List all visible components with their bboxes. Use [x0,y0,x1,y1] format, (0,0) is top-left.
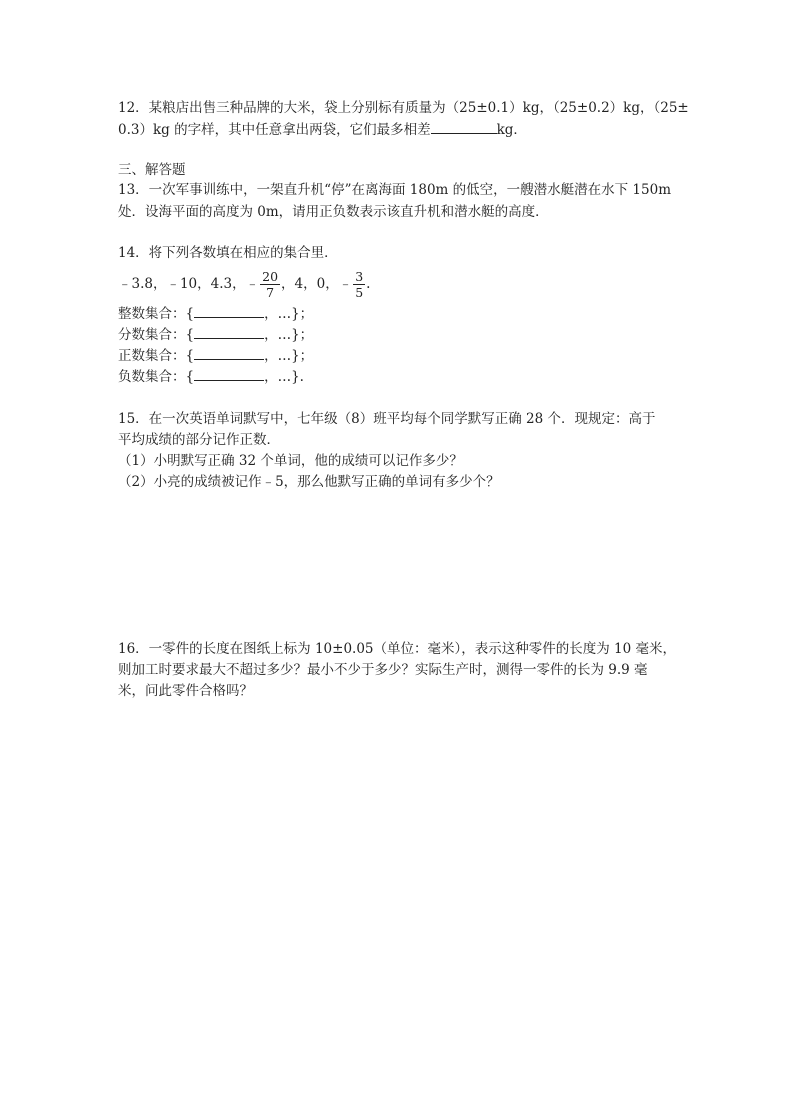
q12-line-2-text: 0.3）kg 的字样，其中任意拿出两袋，它们最多相差 [118,122,431,138]
fraction-3-5 [353,269,365,300]
q14-intro: 14．将下列各数填在相应的集合里． [118,245,338,261]
set-label: 整数集合：{ [118,306,195,322]
q14-numbers-b: ，4，0，﹣ [281,276,353,292]
set-tail: ，…}； [264,327,314,343]
fraction-numerator: 3 [355,269,364,284]
set-tail: ，…}. [264,369,304,385]
q12-line-1: 12．某粮店出售三种品牌的大米，袋上分别标有质量为（25±0.1）kg，（25±0.2）kg，（25± [118,100,689,116]
q16-line-1: 16．一零件的长度在图纸上标为 10±0.05（单位：毫米），表示这种零件的长度为 10 毫米， [118,641,677,657]
set-tail: ，…}； [264,306,314,322]
q15-line-1: 15．在一次英语单词默写中，七年级（8）班平均每个同学默写正确 28 个．现规定：高于 [118,411,656,427]
positive-set-blank[interactable] [194,345,264,360]
section-heading: 三、解答题 [118,162,186,178]
fraction-set-line [118,324,313,345]
q14-numbers-end: . [366,276,371,292]
fraction-numerator: 20 [262,269,279,284]
integer-set-line [118,303,313,324]
q15-line-2: 平均成绩的部分记作正数． [118,432,280,448]
fraction-set-blank[interactable] [194,324,264,339]
fraction-denominator: 5 [355,285,364,300]
q12-unit: kg． [496,122,527,138]
set-label: 负数集合：{ [118,369,195,385]
q12-line-2 [118,119,527,140]
q15-sub-2: （2）小亮的成绩被记作﹣5，那么他默写正确的单词有多少个？ [118,474,500,490]
fraction-denominator: 7 [266,285,275,300]
set-label: 正数集合：{ [118,348,195,364]
q15-sub-1: （1）小明默写正确 32 个单词，他的成绩可以记作多少？ [118,453,463,469]
set-label: 分数集合：{ [118,327,195,343]
q14-numbers-a: ﹣3.8，﹣10，4.3，﹣ [118,276,260,292]
set-tail: ，…}； [264,348,314,364]
q13-line-2: 处．设海平面的高度为 0m，请用正负数表示该直升机和潜水艇的高度． [118,204,549,220]
q16-line-3: 米，问此零件合格吗？ [118,683,253,699]
negative-set-blank[interactable] [194,366,264,381]
q16-line-2: 则加工时要求最大不超过多少？最小不少于多少？实际生产时，测得一零件的长为 9.9 毫 [118,662,648,678]
positive-set-line [118,345,313,366]
q14-number-list [118,267,370,301]
q12-answer-blank[interactable] [431,119,497,134]
fraction-20-7 [260,269,280,300]
q13-line-1: 13．一次军事训练中，一架直升机“停”在离海面 180m 的低空，一艘潜水艇潜在水下 150m [118,182,671,198]
integer-set-blank[interactable] [194,303,264,318]
negative-set-line [118,366,304,387]
